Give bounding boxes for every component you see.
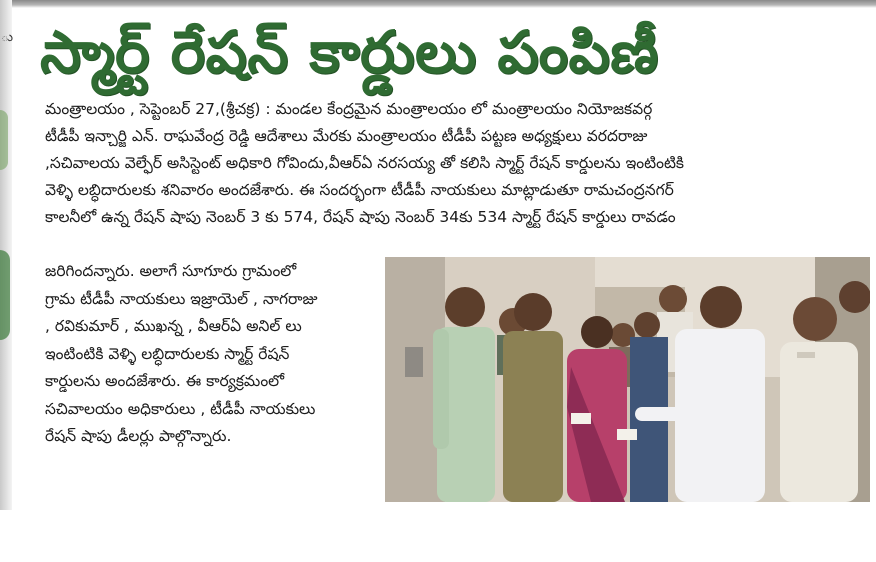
article-body-wrapped — [45, 258, 381, 451]
article-line: వెళ్ళి లబ్ధిదారులకు శనివారం అందజేశారు. ఈ సందర్భంగా టీడీపీ నాయకులు మాట్లాడుతూ రామచంద్రనగర్ — [45, 181, 674, 199]
adjacent-column-edge — [0, 0, 12, 510]
article-line: కార్డులను అందజేశారు. ఈ కార్యక్రమంలో — [45, 372, 285, 390]
article-line: గ్రామ టీడీపీ నాయకులు ఇజ్రాయెల్ , నాగరాజు — [45, 289, 318, 308]
adjacent-photo-fragment — [0, 110, 8, 170]
article-headline: స్మార్ట్ రేషన్ కార్డులు పంపిణీ — [40, 18, 659, 86]
article-line: ,సచివాలయ వెల్ఫేర్ అసిస్టెంట్ అధికారి గోవిందు,వీఆర్ఏ నరసయ్య తో కలిసి స్మార్ట్ రేషన్ కార్డులను ఇంటింటికి — [45, 154, 685, 172]
article-line: , రవికుమార్ , ముఖన్న , వీఆర్ఏ అనిల్ లు — [45, 317, 302, 335]
clipped-glyph: ు — [1, 30, 14, 45]
adjacent-photo-fragment — [0, 250, 10, 340]
article-line: టీడీపీ ఇన్చార్జి ఎన్. రాఘవేంద్ర రెడ్డి ఆదేశాలు మేరకు మంత్రాలయం టీడీపీ పట్టణ అధ్యక్షులు వరదరాజు — [45, 127, 648, 145]
clipped-previous-article-strip — [0, 0, 876, 8]
article-body-full-width — [45, 96, 871, 231]
article-line: కాలనీలో ఉన్న రేషన్ షాపు నెంబర్ 3 కు 574, రేషన్ షాపు నెంబర్ 34కు 534 స్మార్ట్ రేషన్ కార్డులు రావడం — [45, 208, 676, 226]
article-line: మంత్రాలయం , సెప్టెంబర్ 27,(శ్రీచక్ర) : మండల కేంద్రమైన మంత్రాలయం లో మంత్రాలయం నియోజకవర్గ — [45, 100, 653, 118]
news-photo-illustration — [385, 257, 870, 502]
article-line: సచివాలయం అధికారులు , టీడీపీ నాయకులు — [45, 399, 316, 418]
article-line: రేషన్ షాపు డీలర్లు పాల్గొన్నారు. — [45, 427, 232, 445]
article-line: ఇంటింటికి వెళ్ళి లబ్ధిదారులకు స్మార్ట్ రేషన్ — [45, 344, 290, 363]
article-line: జరిగిందన్నారు. అలాగే సూగూరు గ్రామంలో — [45, 262, 297, 280]
news-photo — [385, 257, 870, 502]
